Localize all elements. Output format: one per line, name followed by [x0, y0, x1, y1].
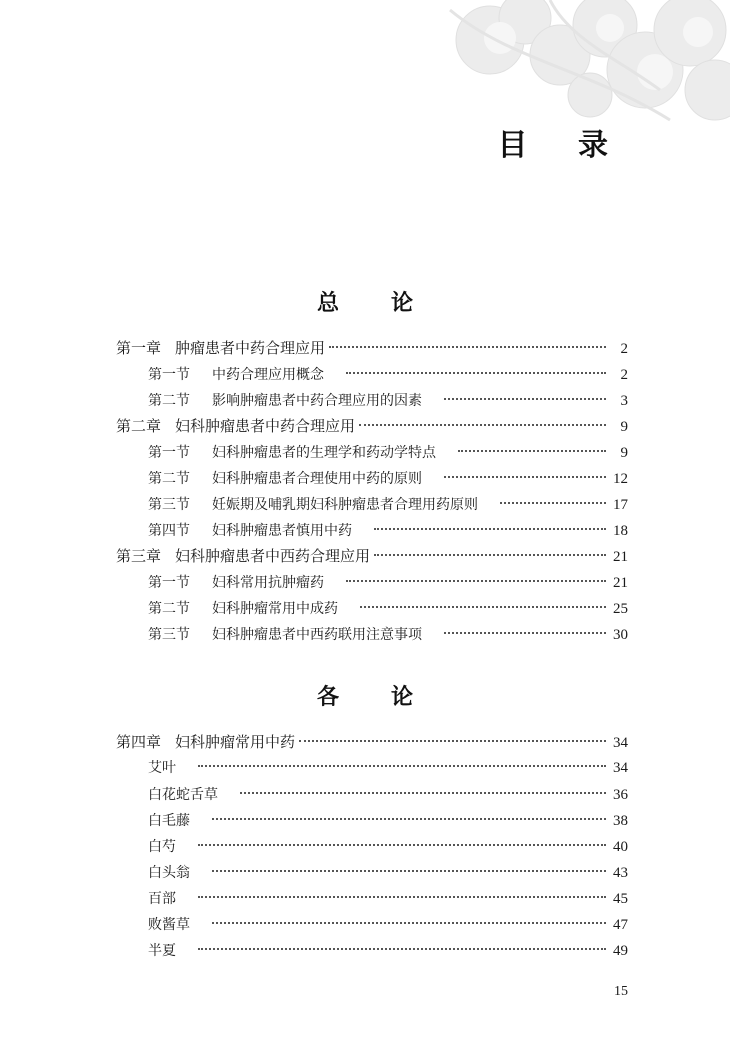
page-ref: 9	[620, 445, 628, 461]
page-ref: 3	[620, 393, 628, 409]
section-heading-general: 总论	[316, 291, 465, 316]
toc-section-2-4[interactable]	[148, 521, 628, 541]
dot-leader	[359, 424, 606, 426]
toc-chapter-4[interactable]	[116, 732, 628, 752]
dot-leader	[329, 346, 606, 348]
dot-leader	[299, 740, 606, 742]
section-number: 第二节	[148, 471, 190, 487]
toc-herb-item[interactable]	[148, 915, 628, 935]
dot-leader	[360, 606, 606, 608]
page-ref: 38	[613, 813, 628, 829]
toc-chapter-2[interactable]	[116, 416, 628, 436]
toc-herb-item[interactable]	[148, 758, 628, 778]
dot-leader	[444, 398, 606, 400]
section-number: 第三节	[148, 497, 190, 513]
section-number: 第二节	[148, 601, 190, 617]
section-title: 影响肿瘤患者中药合理应用的因素	[212, 393, 422, 409]
section-title: 中药合理应用概念	[212, 367, 324, 383]
page-title: 目 录	[497, 128, 628, 163]
page-ref: 45	[613, 891, 628, 907]
chapter-title: 妇科肿瘤患者中药合理应用	[175, 417, 356, 435]
herb-title: 白芍	[148, 839, 176, 855]
dot-leader	[198, 844, 606, 846]
toc-herb-item[interactable]	[148, 863, 628, 883]
herb-title: 艾叶	[148, 760, 176, 776]
page-ref: 21	[613, 549, 628, 565]
chapter-title: 妇科肿瘤常用中药	[175, 733, 296, 751]
section-number: 第四节	[148, 523, 190, 539]
page-ref: 47	[613, 917, 628, 933]
section-title: 妇科常用抗肿瘤药	[212, 575, 324, 591]
page-number: 15	[614, 984, 628, 999]
chapter-number: 第二章	[116, 417, 162, 435]
section-title: 妇科肿瘤患者的生理学和药动学特点	[212, 445, 436, 461]
chapter-title: 妇科肿瘤患者中西药合理应用	[175, 547, 371, 565]
toc-section-3-3[interactable]	[148, 625, 628, 645]
page-ref: 34	[613, 735, 628, 751]
section-title: 妇科肿瘤患者慎用中药	[212, 523, 352, 539]
section-number: 第三节	[148, 627, 190, 643]
page-ref: 9	[620, 419, 628, 435]
dot-leader	[212, 870, 606, 872]
dot-leader	[374, 554, 606, 556]
dot-leader	[374, 528, 606, 530]
herb-title: 败酱草	[148, 917, 190, 933]
toc-chapter-3[interactable]	[116, 546, 628, 566]
page-ref: 30	[613, 627, 628, 643]
page-ref: 43	[613, 865, 628, 881]
dot-leader	[500, 502, 606, 504]
toc-section-2-3[interactable]	[148, 495, 628, 515]
section-number: 第一节	[148, 367, 190, 383]
page-ref: 18	[613, 523, 628, 539]
toc-chapter-1[interactable]	[116, 338, 628, 358]
page-ref: 49	[613, 943, 628, 959]
section-title: 妊娠期及哺乳期妇科肿瘤患者合理用药原则	[212, 497, 478, 513]
dot-leader	[346, 372, 606, 374]
page-ref: 12	[613, 471, 628, 487]
dot-leader	[444, 632, 606, 634]
chapter-number: 第四章	[116, 733, 162, 751]
chapter-number: 第一章	[116, 339, 162, 357]
herb-title: 白毛藤	[148, 813, 190, 829]
page-ref: 21	[613, 575, 628, 591]
dot-leader	[240, 792, 606, 794]
page-ref: 2	[620, 367, 628, 383]
toc-herb-item[interactable]	[148, 785, 628, 805]
section-title: 妇科肿瘤常用中成药	[212, 601, 338, 617]
herb-title: 半夏	[148, 943, 176, 959]
section-number: 第一节	[148, 575, 190, 591]
dot-leader	[198, 896, 606, 898]
herb-title: 白头翁	[148, 865, 190, 881]
page-ref: 40	[613, 839, 628, 855]
page-ref: 36	[613, 787, 628, 803]
toc-herb-item[interactable]	[148, 889, 628, 909]
toc-herb-item[interactable]	[148, 837, 628, 857]
toc-section-3-1[interactable]	[148, 573, 628, 593]
dot-leader	[346, 580, 606, 582]
section-title: 妇科肿瘤患者中西药联用注意事项	[212, 627, 422, 643]
dot-leader	[458, 450, 606, 452]
section-heading-specific: 各论	[316, 685, 465, 710]
toc-section-1-2[interactable]	[148, 391, 628, 411]
herb-title: 白花蛇舌草	[148, 787, 218, 803]
toc-section-2-2[interactable]	[148, 469, 628, 489]
toc-herb-item[interactable]	[148, 941, 628, 961]
chapter-number: 第三章	[116, 547, 162, 565]
toc-section-2-1[interactable]	[148, 443, 628, 463]
herb-title: 百部	[148, 891, 176, 907]
page-ref: 2	[620, 341, 628, 357]
page-ref: 34	[613, 760, 628, 776]
dot-leader	[212, 922, 606, 924]
section-title: 妇科肿瘤患者合理使用中药的原则	[212, 471, 422, 487]
section-number: 第一节	[148, 445, 190, 461]
toc-section-1-1[interactable]	[148, 365, 628, 385]
dot-leader	[198, 765, 606, 767]
page-ref: 17	[613, 497, 628, 513]
section-number: 第二节	[148, 393, 190, 409]
dot-leader	[212, 818, 606, 820]
dot-leader	[444, 476, 606, 478]
chapter-title: 肿瘤患者中药合理应用	[175, 339, 326, 357]
toc-section-3-2[interactable]	[148, 599, 628, 619]
floral-watermark-decoration	[430, 0, 730, 130]
dot-leader	[198, 948, 606, 950]
page-ref: 25	[613, 601, 628, 617]
toc-herb-item[interactable]	[148, 811, 628, 831]
